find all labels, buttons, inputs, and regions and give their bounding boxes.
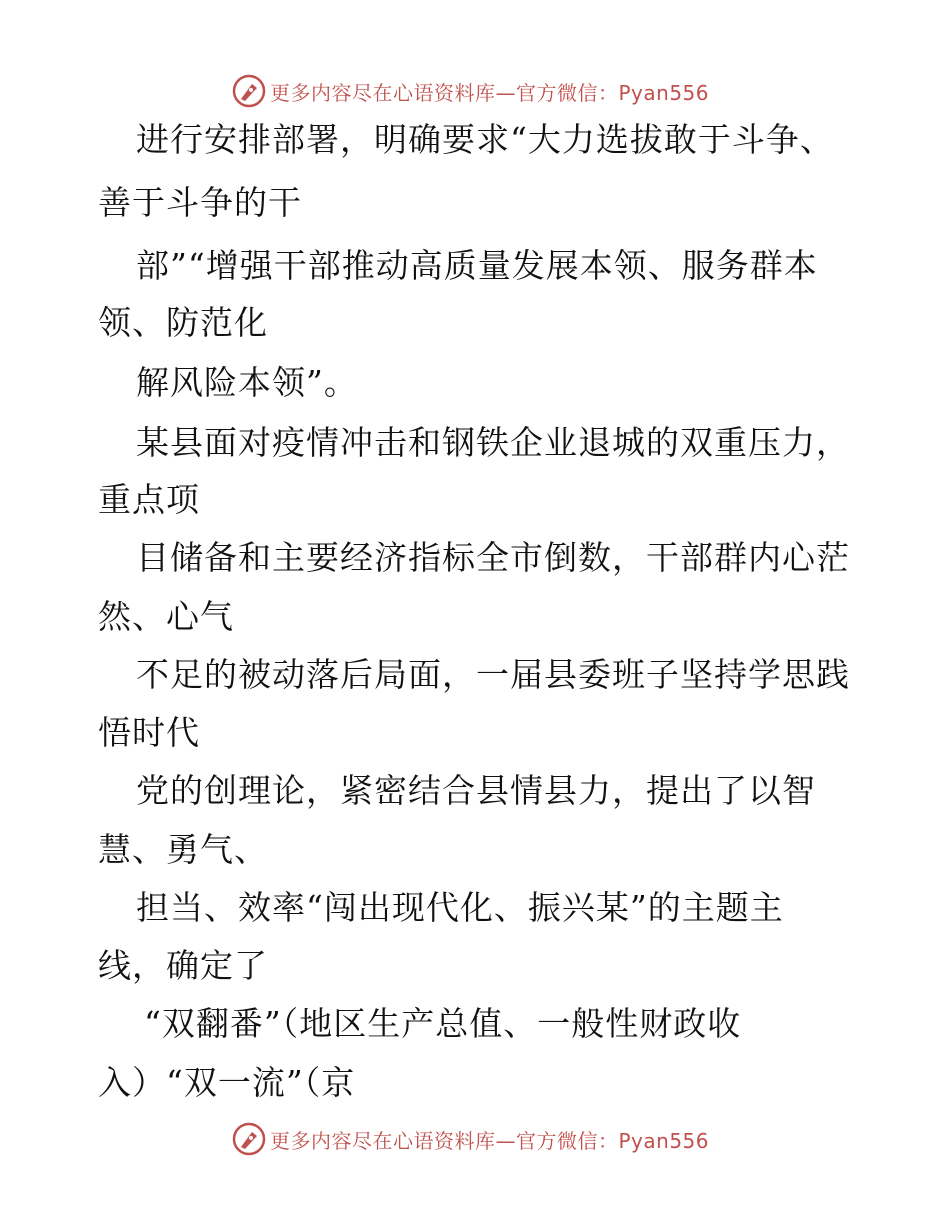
pen-nib-logo-icon — [232, 1122, 266, 1156]
watermark-wechat-id: Pyan556 — [618, 80, 710, 105]
footer-watermark — [232, 1119, 709, 1159]
text-line: “双翻番”（地区生产总值、一般性财政收 — [144, 1004, 742, 1043]
text-line: 领、防范化 — [98, 303, 268, 342]
watermark-wechat-label: 官方微信： — [516, 1128, 619, 1153]
watermark-brand: 更多内容尽在心语资料库 — [270, 1128, 496, 1153]
watermark-brand: 更多内容尽在心语资料库 — [270, 80, 496, 105]
text-line: 目储备和主要经济指标全市倒数，干部群内心茫 — [136, 538, 850, 577]
text-line: 入）“双一流”（京 — [98, 1063, 356, 1102]
text-line: 某县面对疫情冲击和钢铁企业退城的双重压力， — [136, 423, 850, 462]
text-line: 线，确定了 — [98, 946, 268, 985]
text-line: 然、心气 — [98, 597, 234, 636]
text-line: 悟时代 — [98, 713, 200, 752]
watermark-separator: — — [495, 1128, 516, 1153]
text-line: 重点项 — [98, 480, 200, 519]
watermark-wechat-id: Pyan556 — [618, 1128, 710, 1153]
header-watermark — [232, 71, 709, 111]
text-line: 不足的被动落后局面，一届县委班子坚持学思践 — [136, 655, 850, 694]
text-line: 善于斗争的干 — [98, 183, 302, 222]
text-line: 部”“增强干部推动高质量发展本领、服务群本 — [136, 246, 818, 285]
text-line: 进行安排部署，明确要求“大力选拔敢于斗争、 — [136, 120, 834, 159]
watermark-text — [270, 77, 709, 106]
pen-nib-logo-icon — [232, 74, 266, 108]
watermark-text — [270, 1125, 709, 1154]
watermark-wechat-label: 官方微信： — [516, 80, 619, 105]
text-line: 慧、勇气、 — [98, 830, 268, 869]
text-line: 党的创理论，紧密结合县情县力，提出了以智 — [136, 771, 816, 810]
text-line: 担当、效率“闯出现代化、振兴某”的主题主 — [136, 888, 784, 927]
watermark-separator: — — [495, 80, 516, 105]
text-line: 解风险本领”。 — [136, 363, 358, 402]
